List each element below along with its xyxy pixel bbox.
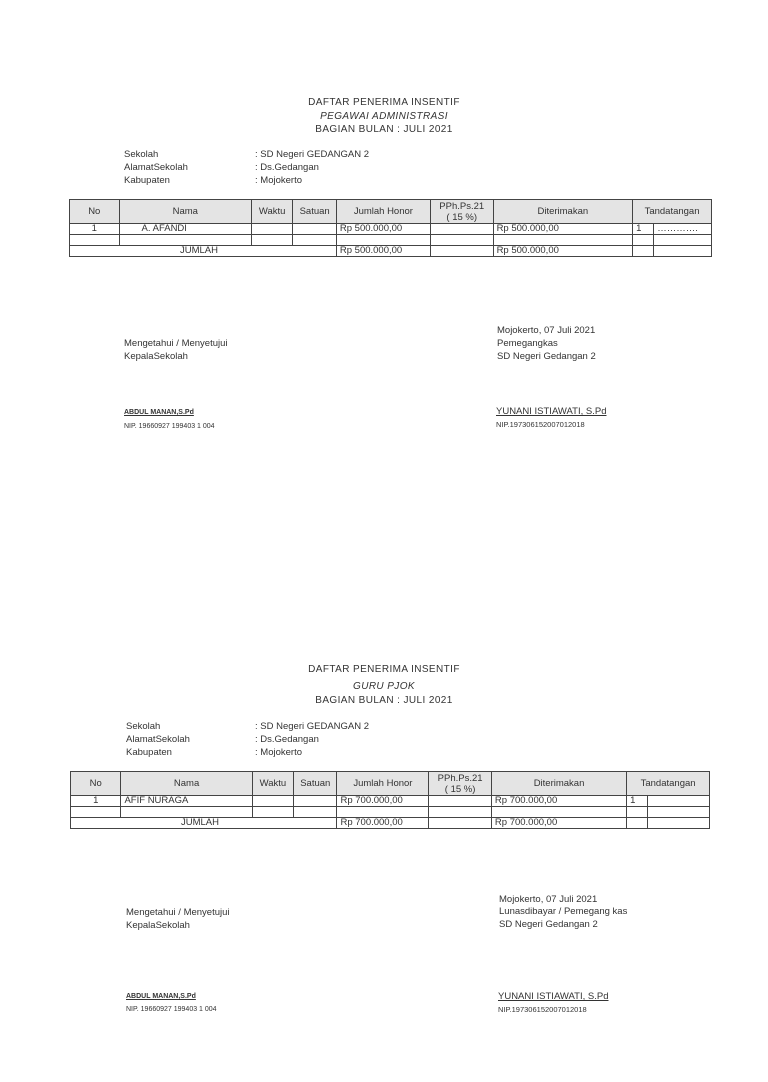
- empty-cell: [491, 807, 626, 818]
- info-label-sekolah: Sekolah: [126, 721, 161, 732]
- document-period: BAGIAN BULAN : JULI 2021: [315, 124, 453, 135]
- headmaster-nip: NIP. 19660927 199403 1 004: [126, 1006, 217, 1013]
- treasurer-name: YUNANI ISTIAWATI, S.Pd: [496, 406, 607, 417]
- info-value-alamat: : Ds.Gedangan: [255, 162, 319, 173]
- cell-diterimakan: Rp 700.000,00: [491, 796, 626, 807]
- cell-tanda-no: 1: [627, 796, 648, 807]
- headmaster-label: KepalaSekolah: [126, 920, 190, 931]
- cell-jumlah-honor: Rp 700.000,00: [337, 796, 429, 807]
- total-diterimakan: Rp 700.000,00: [491, 818, 626, 829]
- cell-diterimakan: Rp 500.000,00: [493, 224, 633, 235]
- school-name: SD Negeri Gedangan 2: [497, 351, 596, 362]
- info-value-kabupaten: : Mojokerto: [255, 175, 302, 186]
- header-tandatangan: Tandatangan: [633, 200, 712, 224]
- total-label: JUMLAH: [70, 246, 337, 257]
- total-jumlah-honor: Rp 500.000,00: [336, 246, 430, 257]
- document-title: DAFTAR PENERIMA INSENTIF: [308, 97, 460, 108]
- total-pph: [430, 246, 493, 257]
- cell-waktu: [251, 224, 292, 235]
- total-tanda-no: [627, 818, 648, 829]
- empty-cell: [627, 807, 648, 818]
- place-date: Mojokerto, 07 Juli 2021: [499, 894, 598, 905]
- empty-cell: [70, 235, 120, 246]
- document-subtitle: PEGAWAI ADMINISTRASI: [320, 111, 448, 122]
- treasurer-name: YUNANI ISTIAWATI, S.Pd: [498, 991, 609, 1002]
- info-value-alamat: : Ds.Gedangan: [255, 734, 319, 745]
- cell-waktu: [252, 796, 293, 807]
- cell-tanda-dots: [648, 796, 710, 807]
- cell-tanda-no: 1: [633, 224, 654, 235]
- info-label-kabupaten: Kabupaten: [126, 747, 172, 758]
- treasurer-nip: NIP.197306152007012018: [496, 420, 585, 429]
- cell-no: 1: [70, 224, 120, 235]
- cell-jumlah-honor: Rp 500.000,00: [336, 224, 430, 235]
- info-label-alamat: AlamatSekolah: [124, 162, 188, 173]
- cell-pph: [430, 224, 493, 235]
- recipient-table: [70, 771, 710, 829]
- header-nama: Nama: [121, 772, 252, 796]
- school-name: SD Negeri Gedangan 2: [499, 919, 598, 930]
- total-tanda-no: [633, 246, 654, 257]
- total-diterimakan: Rp 500.000,00: [493, 246, 633, 257]
- treasurer-role: Pemegangkas: [497, 338, 558, 349]
- recipient-table: [69, 199, 712, 257]
- cell-satuan: [294, 796, 337, 807]
- cell-no: 1: [71, 796, 121, 807]
- info-value-sekolah: : SD Negeri GEDANGAN 2: [255, 721, 370, 732]
- empty-cell: [654, 235, 712, 246]
- total-tanda-dots: [654, 246, 712, 257]
- empty-cell: [648, 807, 710, 818]
- table-total-row: [70, 246, 712, 257]
- info-value-sekolah: : SD Negeri GEDANGAN 2: [255, 149, 370, 160]
- header-pph-line2: ( 15 %): [444, 783, 476, 795]
- document-pegawai-administrasi: [0, 0, 768, 512]
- info-value-kabupaten: : Mojokerto: [255, 747, 302, 758]
- table-row: [71, 796, 710, 807]
- header-pph-line1: PPh.Ps.21: [437, 772, 483, 784]
- info-label-alamat: AlamatSekolah: [126, 734, 190, 745]
- total-jumlah-honor: Rp 700.000,00: [337, 818, 429, 829]
- header-no: No: [71, 772, 121, 796]
- empty-cell: [251, 235, 292, 246]
- header-satuan: Satuan: [294, 772, 337, 796]
- approval-label: Mengetahui / Menyetujui: [126, 907, 230, 918]
- info-label-sekolah: Sekolah: [124, 149, 159, 160]
- header-pph: [430, 200, 493, 224]
- document-subtitle: GURU PJOK: [353, 681, 415, 692]
- header-tandatangan: Tandatangan: [627, 772, 710, 796]
- cell-satuan: [293, 224, 336, 235]
- empty-cell: [71, 807, 121, 818]
- total-label: JUMLAH: [71, 818, 337, 829]
- headmaster-name: ABDUL MANAN,S.Pd: [126, 993, 196, 1000]
- table-header-row: [71, 772, 710, 796]
- empty-cell: [294, 807, 337, 818]
- empty-cell: [430, 235, 493, 246]
- table-header-row: [70, 200, 712, 224]
- header-pph-line2: ( 15 %): [446, 211, 478, 223]
- header-diterimakan: Diterimakan: [493, 200, 633, 224]
- empty-cell: [336, 235, 430, 246]
- empty-cell: [121, 807, 252, 818]
- table-row: [70, 224, 712, 235]
- table-row-empty: [70, 235, 712, 246]
- header-no: No: [70, 200, 120, 224]
- headmaster-nip: NIP. 19660927 199403 1 004: [124, 423, 215, 430]
- total-tanda-dots: [648, 818, 710, 829]
- empty-cell: [252, 807, 293, 818]
- headmaster-name: ABDUL MANAN,S.Pd: [124, 409, 194, 416]
- empty-cell: [429, 807, 492, 818]
- document-period: BAGIAN BULAN : JULI 2021: [315, 695, 453, 706]
- empty-cell: [633, 235, 654, 246]
- document-guru-pjok: [0, 570, 768, 1082]
- cell-nama: AFIF NURAGA: [121, 796, 252, 807]
- empty-cell: [119, 235, 251, 246]
- total-pph: [429, 818, 492, 829]
- cell-pph: [429, 796, 492, 807]
- empty-cell: [493, 235, 633, 246]
- treasurer-nip: NIP.197306152007012018: [498, 1005, 587, 1014]
- header-jumlah-honor: Jumlah Honor: [337, 772, 429, 796]
- table-total-row: [71, 818, 710, 829]
- approval-label: Mengetahui / Menyetujui: [124, 338, 228, 349]
- treasurer-role: Lunasdibayar / Pemegang kas: [499, 906, 628, 917]
- header-pph: [429, 772, 492, 796]
- table-row-empty: [71, 807, 710, 818]
- place-date: Mojokerto, 07 Juli 2021: [497, 325, 596, 336]
- header-satuan: Satuan: [293, 200, 336, 224]
- empty-cell: [337, 807, 429, 818]
- header-waktu: Waktu: [251, 200, 292, 224]
- headmaster-label: KepalaSekolah: [124, 351, 188, 362]
- header-nama: Nama: [119, 200, 251, 224]
- header-jumlah-honor: Jumlah Honor: [336, 200, 430, 224]
- cell-tanda-dots: ………….: [654, 224, 712, 235]
- cell-nama: A. AFANDI: [119, 224, 251, 235]
- header-pph-line1: PPh.Ps.21: [439, 200, 485, 212]
- info-label-kabupaten: Kabupaten: [124, 175, 170, 186]
- document-title: DAFTAR PENERIMA INSENTIF: [308, 664, 460, 675]
- header-waktu: Waktu: [252, 772, 293, 796]
- empty-cell: [293, 235, 336, 246]
- header-diterimakan: Diterimakan: [491, 772, 626, 796]
